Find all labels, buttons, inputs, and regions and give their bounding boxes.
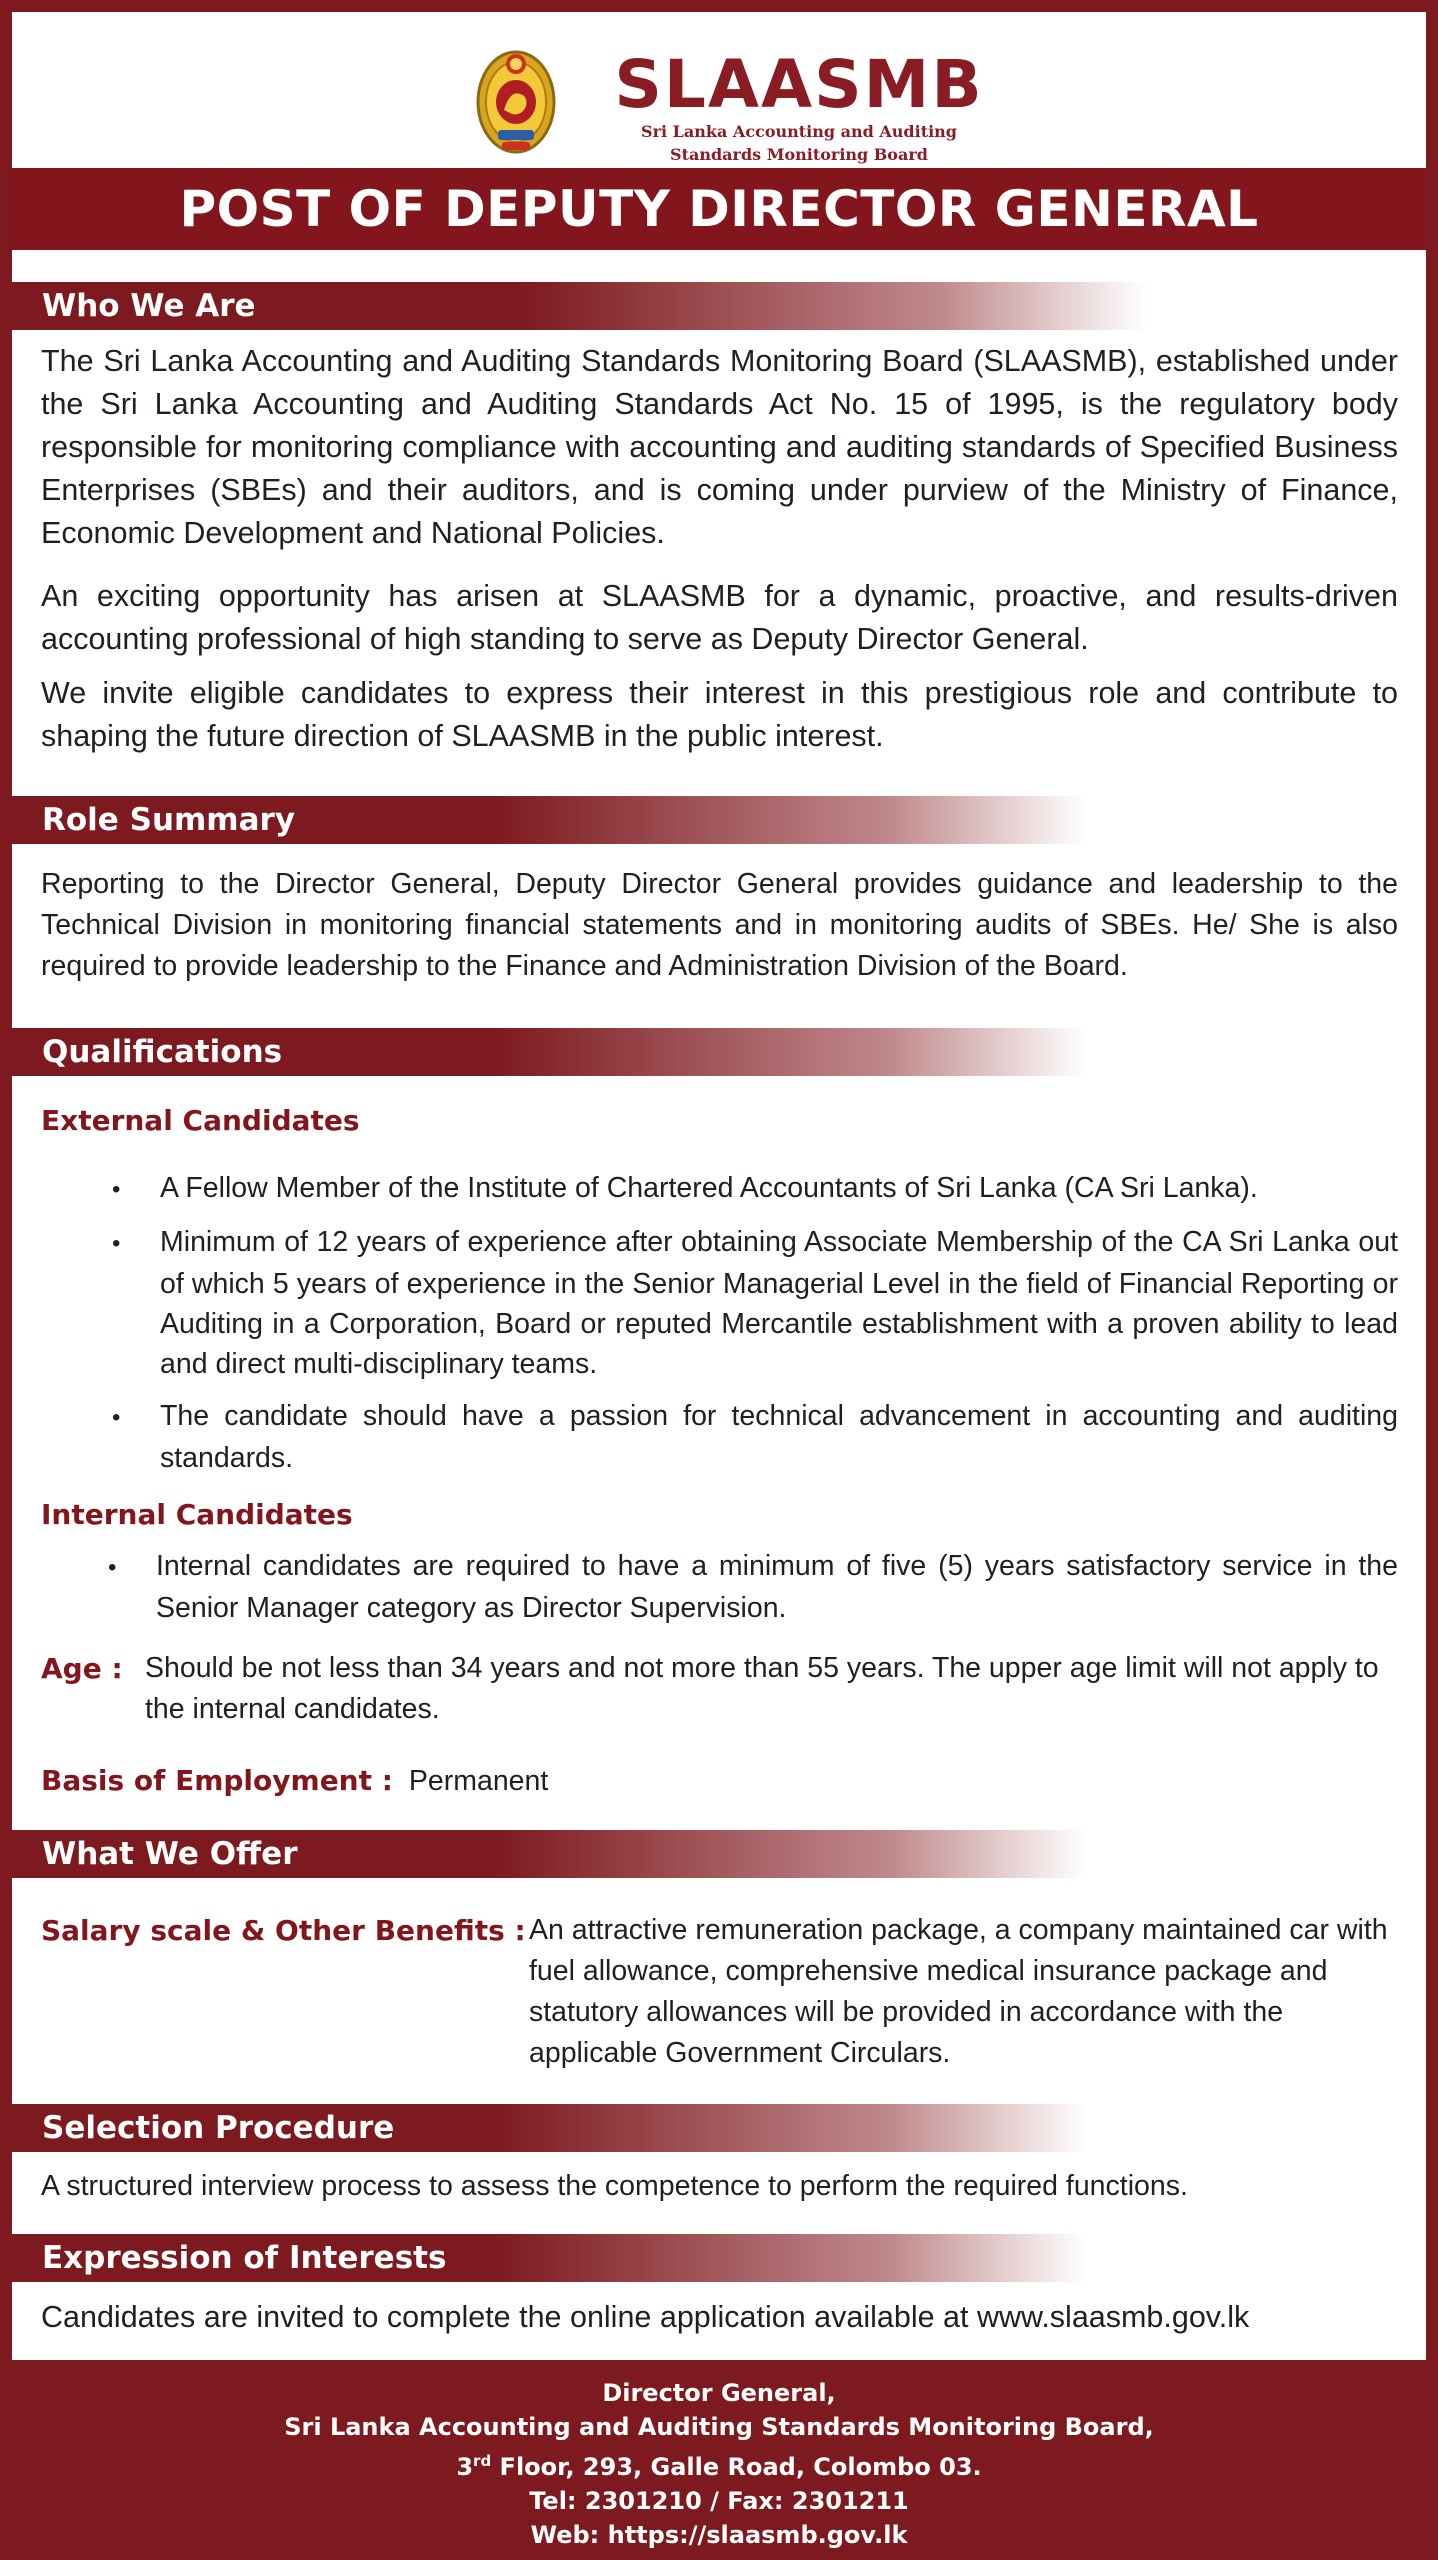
footer-contact: [0, 2360, 1438, 2560]
list-item-text: A Fellow Member of the Institute of Chartered Accountants of Sri Lanka (CA Sri Lanka).: [160, 1172, 1258, 1204]
sri-lanka-emblem-icon: [472, 44, 560, 160]
section-title: Role Summary: [42, 802, 296, 838]
bullet-icon: •: [112, 1404, 121, 1431]
external-candidates-heading: External Candidates: [41, 1104, 360, 1137]
footer-address: [0, 2444, 1438, 2484]
who-paragraph-1: The Sri Lanka Accounting and Auditing Standards Monitoring Board (SLAASMB), established under the Sri Lanka Accounting and Auditing Standards Act No. 15 of 1995, is the regulatory body responsible for monitoring compliance with accounting and auditing standards of Specified Business Enterprises (SBEs) and their auditors, and is coming under purview of the Ministry of Finance, Economic Development and National Policies.: [41, 344, 1398, 550]
footer-web[interactable]: Web: https://slaasmb.gov.lk: [530, 2521, 908, 2549]
page-title: POST OF DEPUTY DIRECTOR GENERAL: [179, 180, 1259, 238]
external-list: [112, 1168, 1398, 1478]
section-title: Expression of Interests: [42, 2240, 447, 2276]
salary-text: An attractive remuneration package, a company maintained car with fuel allowance, comprehensive medical insurance package and statutory allowances will be provided in accordance with the applicable Government Circulars.: [529, 1914, 1388, 2069]
section-header-qualifications: [12, 1028, 1086, 1076]
list-item-text: Minimum of 12 years of experience after obtaining Associate Membership of the CA Sri Lanka out of which 5 years of experience in the Senior Managerial Level in the field of Financial Reporting or Auditing in a Corporation, Board or reputed Mercantile establishment with a proven ability to lead and direct multi-disciplinary teams.: [160, 1226, 1398, 1380]
list-item: [112, 1396, 1398, 1478]
footer-line-1: Director General,: [602, 2379, 836, 2407]
basis-value: Permanent: [408, 1765, 549, 1797]
brand-subtitle-1: Sri Lanka Accounting and Auditing: [641, 122, 957, 141]
section-title: Selection Procedure: [42, 2110, 395, 2146]
address-text: Floor, 293, Galle Road, Colombo 03.: [491, 2453, 982, 2481]
list-item-text: The candidate should have a passion for technical advancement in accounting and auditing standards.: [160, 1400, 1398, 1474]
bullet-icon: •: [108, 1554, 117, 1581]
section-header-who: [12, 282, 1146, 330]
age-row: [41, 1648, 1398, 1730]
list-item: [108, 1546, 1398, 1628]
footer-phone: Tel: 2301210 / Fax: 2301211: [529, 2487, 909, 2515]
section-header-offer: [12, 1830, 1086, 1878]
eoi-text: Candidates are invited to complete the online application available at www.slaasmb.gov.lk: [41, 2300, 1250, 2334]
salary-row: [41, 1910, 1398, 2074]
section-header-role: [12, 796, 1086, 844]
basis-row: [41, 1760, 548, 1802]
list-item: [112, 1222, 1398, 1384]
internal-candidates-heading: Internal Candidates: [41, 1498, 353, 1531]
list-item: [112, 1168, 1398, 1210]
bullet-icon: •: [112, 1230, 121, 1257]
floor-suffix: rd: [473, 2452, 492, 2470]
who-paragraph-2: An exciting opportunity has arisen at SLAASMB for a dynamic, proactive, and results-driven accounting professional of high standing to serve as Deputy Director General.: [41, 579, 1398, 656]
advertisement-page: [12, 12, 1426, 2360]
brand-logo-text: SLAASMB: [614, 46, 984, 123]
section-title: Qualifications: [42, 1034, 283, 1070]
section-title: Who We Are: [42, 288, 256, 324]
bullet-icon: •: [112, 1176, 121, 1203]
list-item-text: Internal candidates are required to have a minimum of five (5) years satisfactory service in the Senior Manager category as Director Supervision.: [156, 1550, 1398, 1624]
age-text: Should be not less than 34 years and not more than 55 years. The upper age limit will not apply to the internal candidates.: [145, 1652, 1379, 1725]
header: [12, 12, 1426, 168]
section-title: What We Offer: [42, 1836, 298, 1872]
role-summary-text: Reporting to the Director General, Deputy Director General provides guidance and leadership to the Technical Division in monitoring financial statements and in monitoring audits of SBEs. He/ She is also required to provide leadership to the Finance and Administration Division of the Board.: [41, 868, 1398, 982]
basis-label: Basis of Employment :: [41, 1764, 393, 1797]
section-header-selection: [12, 2104, 1086, 2152]
footer-line-2: Sri Lanka Accounting and Auditing Standards Monitoring Board,: [284, 2413, 1154, 2441]
section-header-eoi: [12, 2234, 1086, 2282]
selection-text: A structured interview process to assess the competence to perform the required functions.: [41, 2170, 1188, 2202]
internal-list: [108, 1546, 1398, 1628]
salary-label: Salary scale & Other Benefits :: [41, 1914, 526, 1947]
brand-block: [614, 46, 984, 164]
who-paragraph-3: We invite eligible candidates to express their interest in this prestigious role and contribute to shaping the future direction of SLAASMB in the public interest.: [41, 676, 1398, 753]
brand-subtitle-2: Standards Monitoring Board: [670, 145, 928, 164]
age-label: Age :: [41, 1652, 123, 1685]
floor-number: 3: [456, 2453, 474, 2481]
title-bar: [12, 168, 1426, 250]
